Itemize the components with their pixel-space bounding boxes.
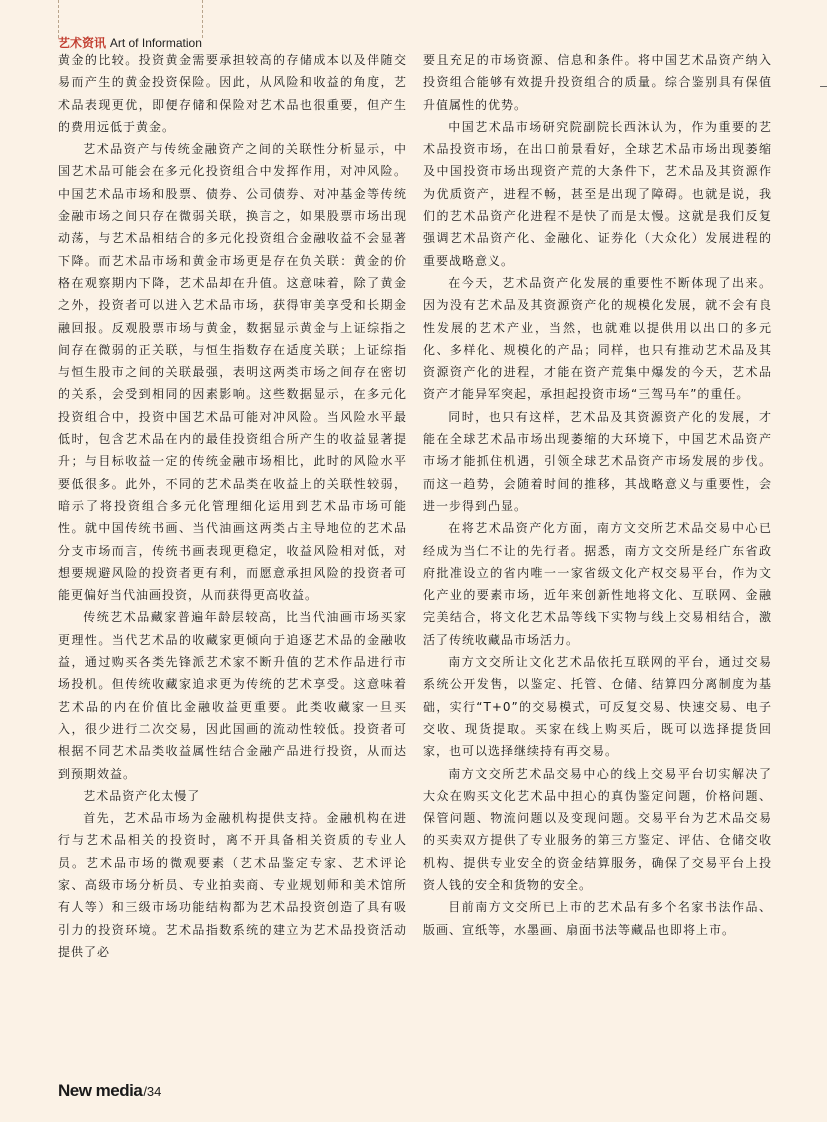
paragraph: 目前南方文交所已上市的艺术品有多个名家书法作品、版画、宣纸等，水墨画、扇面书法等藏品也即将上市。 bbox=[423, 900, 772, 937]
section-header bbox=[58, 36, 202, 50]
paragraph: 艺术品资产化太慢了 bbox=[83, 788, 201, 803]
page-number: /34 bbox=[143, 1084, 162, 1099]
top-rule-left bbox=[58, 0, 59, 38]
section-title-cn: 艺术资讯 bbox=[58, 36, 107, 50]
page-edge-mark bbox=[820, 86, 827, 87]
paragraph: 中国艺术品市场研究院副院长西沐认为，作为重要的艺术品投资市场，在出口前景看好，全球艺术品市场出现萎缩及中国投资市场出现资产荒的大条件下，艺术品及其资源作为优质资产，进程不畅，甚至是出现了障碍。也就是说，我们的艺术品资产化进程不是快了而是太慢。这就是我们反复强调艺术品资产化、金融化、证券化（大众化）发展进程的重要战略意义。 bbox=[423, 119, 772, 268]
paragraph: 首先，艺术品市场为金融机构提供支持。金融机构在进行与艺术品相关的投资时，离不开具备相关资质的专业人员。艺术品市场的微观要素（艺术品鉴定专家、艺术评论家、高级市场分析员、专业拍卖商、专业规划师和美术馆所有人等）和三级市场功能结构都为艺术品投资创造了具有吸引力的投资环境。艺术品指数系统的建立为艺术品投资活动提供了必 bbox=[58, 811, 407, 959]
section-title-en: Art of Information bbox=[109, 36, 202, 50]
left-column bbox=[58, 49, 407, 963]
magazine-logo: New media bbox=[58, 1081, 143, 1100]
paragraph: 同时，也只有这样，艺术品及其资源资产化的发展，才能在全球艺术品市场出现萎缩的大环境下，中国艺术品资产市场才能抓住机遇，引领全球艺术品资产市场发展的步伐。而这一趋势，会随着时间的推移，其战略意义与重要性，会进一步得到凸显。 bbox=[423, 409, 772, 513]
paragraph: 传统艺术品藏家普遍年龄层较高，比当代油画市场买家更理性。当代艺术品的收藏家更倾向于追逐艺术品的金融收益，通过购买各类先锋派艺术家不断升值的艺术作品进行市场投机。但传统收藏家追求更为传统的艺术享受。这意味着艺术品的内在价值比金融收益更重要。此类收藏家一旦买入，很少进行二次交易，因此国画的流动性较低。投资者可根据不同艺术品类收益属性结合金融产品进行投资，从而达到预期效益。 bbox=[58, 610, 407, 781]
right-column bbox=[423, 49, 772, 941]
paragraph: 要且充足的市场资源、信息和条件。将中国艺术品资产纳入投资组合能够有效提升投资组合的质量。综合鉴别具有保值升值属性的优势。 bbox=[423, 53, 772, 112]
paragraph: 南方文交所让文化艺术品依托互联网的平台，通过交易系统公开发售，以鉴定、托管、仓储、结算四分离制度为基础，实行“T+0”的交易模式，可反复交易、快速交易、电子交收、现货提取。买家在线上购买后，既可以选择提货回家，也可以选择继续持有再交易。 bbox=[423, 655, 772, 759]
top-rule-right bbox=[202, 0, 203, 38]
paragraph: 南方文交所艺术品交易中心的线上交易平台切实解决了大众在购买文化艺术品中担心的真伪鉴定问题，价格问题、保管问题、物流问题以及变现问题。交易平台为艺术品交易的买卖双方提供了专业服务的第三方鉴定、评估、仓储交收机构、提供专业安全的资金结算服务，确保了交易平台上投资人钱的安全和货物的安全。 bbox=[423, 766, 772, 892]
paragraph: 在将艺术品资产化方面，南方文交所艺术品交易中心已经成为当仁不让的先行者。据悉，南方文交所是经广东省政府批准设立的省内唯一一家省级文化产权交易平台，作为文化产业的要素市场，近年来创新性地将文化、互联网、金融完美结合，将文化艺术品等线下实物与线上交易相结合，激活了传统收藏品市场活力。 bbox=[423, 521, 772, 647]
paragraph: 黄金的比较。投资黄金需要承担较高的存储成本以及伴随交易而产生的黄金投资保险。因此，从风险和收益的角度，艺术品表现更优，即便存储和保险对艺术品也很重要，但产生的费用远低于黄金。 bbox=[58, 53, 407, 134]
paragraph: 在今天，艺术品资产化发展的重要性不断体现了出来。因为没有艺术品及其资源资产化的规模化发展，就不会有良性发展的艺术产业，当然，也就难以提供用以出口的多元化、多样化、规模化的产品；同样，也只有推动艺术品及其资源资产化的进程，才能在资产荒集中爆发的今天，艺术品资产才能异军突起，承担起投资市场“三驾马车”的重任。 bbox=[423, 275, 772, 402]
page-footer bbox=[58, 1081, 161, 1102]
paragraph: 艺术品资产与传统金融资产之间的关联性分析显示，中国艺术品可能会在多元化投资组合中发挥作用，对冲风险。中国艺术品市场和股票、债券、公司债券、对冲基金等传统金融市场之间只存在微弱关联，换言之，如果股票市场出现动荡，与艺术品相结合的多元化投资组合金融收益不会显著下降。而艺术品市场和黄金市场更是存在负关联：黄金的价格在观察期内下降，艺术品却在升值。这意味着，除了黄金之外，投资者可以进入艺术品市场，获得审美享受和长期金融回报。反观股票市场与黄金，数据显示黄金与上证综指之间存在微弱的正关联，与恒生指数存在适度关联；上证综指与恒生股市之间的关联最强，表明这两类市场之间存在密切的关系，会受到相同的因素影响。这些数据显示，在多元化投资组合中，投资中国艺术品可能对冲风险。当风险水平最低时，包含艺术品在内的最佳投资组合所产生的收益显著提升；与目标收益一定的传统金融市场相比，此时的风险水平要低很多。此外，不同的艺术品类在收益上的关联性较弱，暗示了将投资组合多元化管理细化运用到艺术品市场可能性。就中国传统书画、当代油画这两类占主导地位的艺术品分支市场而言，传统书画表现更稳定，收益风险相对低，对想要规避风险的投资者更有利，而愿意承担风险的投资者可能更偏好当代油画投资，从而获得更高收益。 bbox=[58, 142, 407, 603]
